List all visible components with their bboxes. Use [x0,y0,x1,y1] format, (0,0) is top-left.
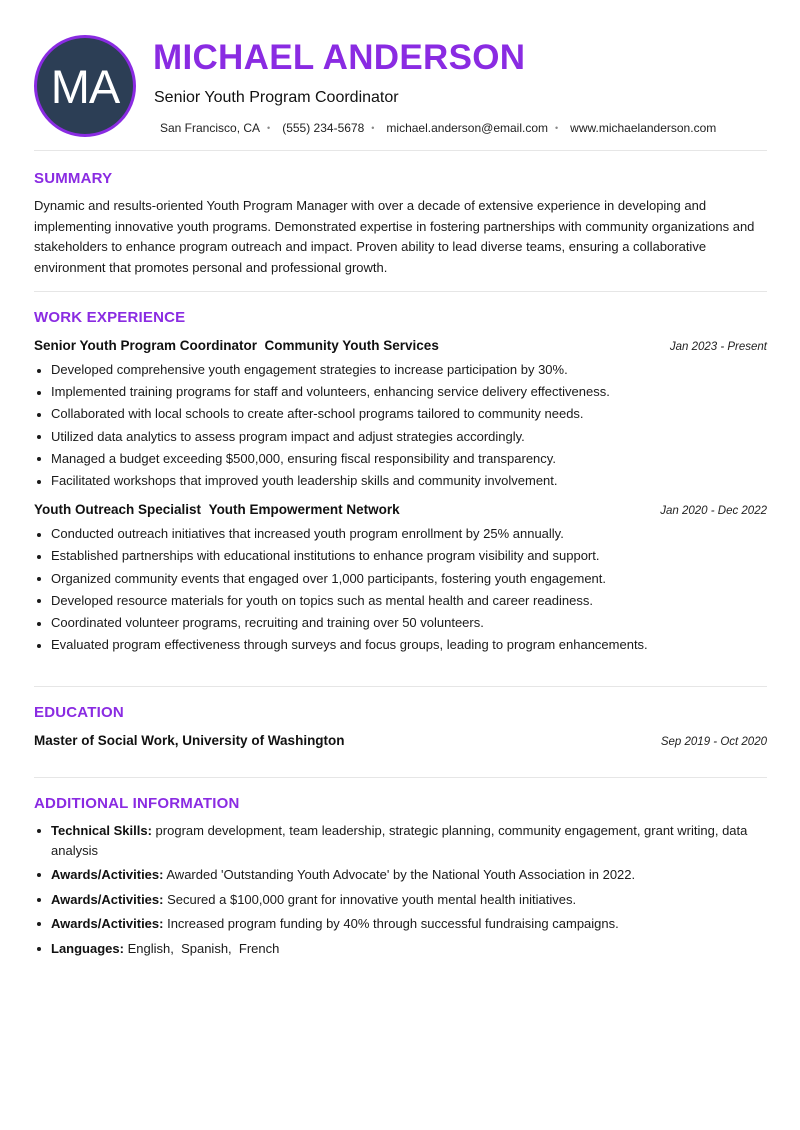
job-dates: Jan 2023 - Present [669,341,767,353]
job-bullets [34,523,767,656]
additional-info-section [34,795,767,963]
job-entry [34,502,767,656]
list-item: Organized community events that engaged over 1,000 participants, fostering youth engagement. [34,568,767,590]
job-company: Youth Empowerment Network [208,502,400,518]
job-title-company [34,338,439,353]
summary-section [34,170,767,278]
list-item [34,865,767,885]
job-title-company [34,502,400,517]
divider [34,150,767,151]
job-role: Senior Youth Program Coordinator [34,338,258,353]
section-heading-additional: ADDITIONAL INFORMATION [34,795,240,812]
divider [34,686,767,687]
contact-phone: (555) 234-5678 [282,121,365,135]
separator-dot-icon: • [267,123,271,133]
section-heading-summary: SUMMARY [34,170,113,187]
list-item: Evaluated program effectiveness through surveys and focus groups, leading to program enhancements. [34,634,767,656]
info-text: Increased program funding by 40% through successful fundraising campaigns. [167,916,619,931]
divider [34,291,767,292]
list-item [34,890,767,910]
info-label: Technical Skills: [51,823,152,838]
avatar [34,35,136,137]
info-text: English, Spanish, French [127,940,280,956]
work-experience-section [34,309,767,656]
avatar-initials: MA [50,59,120,113]
degree: Master of Social Work, University of Washington [34,733,345,748]
info-label: Awards/Activities: [51,916,164,931]
list-item: Implemented training programs for staff and volunteers, enhancing service delivery effectiveness. [34,381,767,403]
info-text: Secured a $100,000 grant for innovative youth mental health initiatives. [167,891,577,907]
education-entry [34,733,767,748]
contact-location: San Francisco, CA [160,121,261,135]
candidate-name: MICHAEL ANDERSON [153,38,526,77]
job-entry [34,338,767,492]
contact-website[interactable]: www.michaelanderson.com [570,121,717,135]
additional-info-list [34,821,767,958]
list-item: Collaborated with local schools to create after-school programs tailored to community needs. [34,403,767,425]
candidate-title: Senior Youth Program Coordinator [154,89,399,106]
info-text: Awarded 'Outstanding Youth Advocate' by the National Youth Association in 2022. [166,867,636,882]
education-dates: Sep 2019 - Oct 2020 [660,736,767,748]
job-company: Community Youth Services [264,338,439,353]
info-label: Awards/Activities: [51,867,164,882]
job-bullets [34,359,767,492]
education-section [34,704,767,748]
resume-page [34,0,767,956]
section-heading-education: EDUCATION [34,704,124,721]
info-text: program development, team leadership, strategic planning, community engagement, grant writing, data analysis [51,823,748,858]
separator-dot-icon: • [555,123,559,133]
list-item: Established partnerships with educational institutions to enhance program visibility and support. [34,545,767,567]
info-label: Awards/Activities: [51,891,164,907]
contact-email[interactable]: michael.anderson@email.com [386,121,549,135]
list-item [34,939,767,959]
separator-dot-icon: • [371,123,375,133]
list-item [34,821,767,860]
job-header [34,502,767,517]
list-item: Utilized data analytics to assess program impact and adjust strategies accordingly. [34,426,767,448]
contact-info [160,121,716,135]
list-item: Coordinated volunteer programs, recruiting and training over 50 volunteers. [34,612,767,634]
list-item: Developed comprehensive youth engagement strategies to increase participation by 30%. [34,359,767,381]
list-item: Developed resource materials for youth on topics such as mental health and career readiness. [34,590,767,612]
section-heading-work: WORK EXPERIENCE [34,309,186,326]
job-role: Youth Outreach Specialist [34,502,202,518]
list-item [34,914,767,934]
job-dates: Jan 2020 - Dec 2022 [660,505,767,518]
list-item: Facilitated workshops that improved youth leadership skills and community involvement. [34,470,767,492]
job-header [34,338,767,353]
resume-header [34,0,767,151]
list-item: Managed a budget exceeding $500,000, ensuring fiscal responsibility and transparency. [34,448,767,470]
summary-text: Dynamic and results-oriented Youth Program Manager with over a decade of extensive experience in developing and implementing innovative youth programs. Demonstrated expertise in fostering partnerships with community organizations and stakeholders to enhance program outreach and impact. Proven ability to lead diverse teams, ensuring a collaborative environment that promotes personal and professional growth. [34,198,755,275]
list-item: Conducted outreach initiatives that increased youth program enrollment by 25% annually. [34,523,767,545]
divider [34,777,767,778]
info-label: Languages: [51,940,124,956]
